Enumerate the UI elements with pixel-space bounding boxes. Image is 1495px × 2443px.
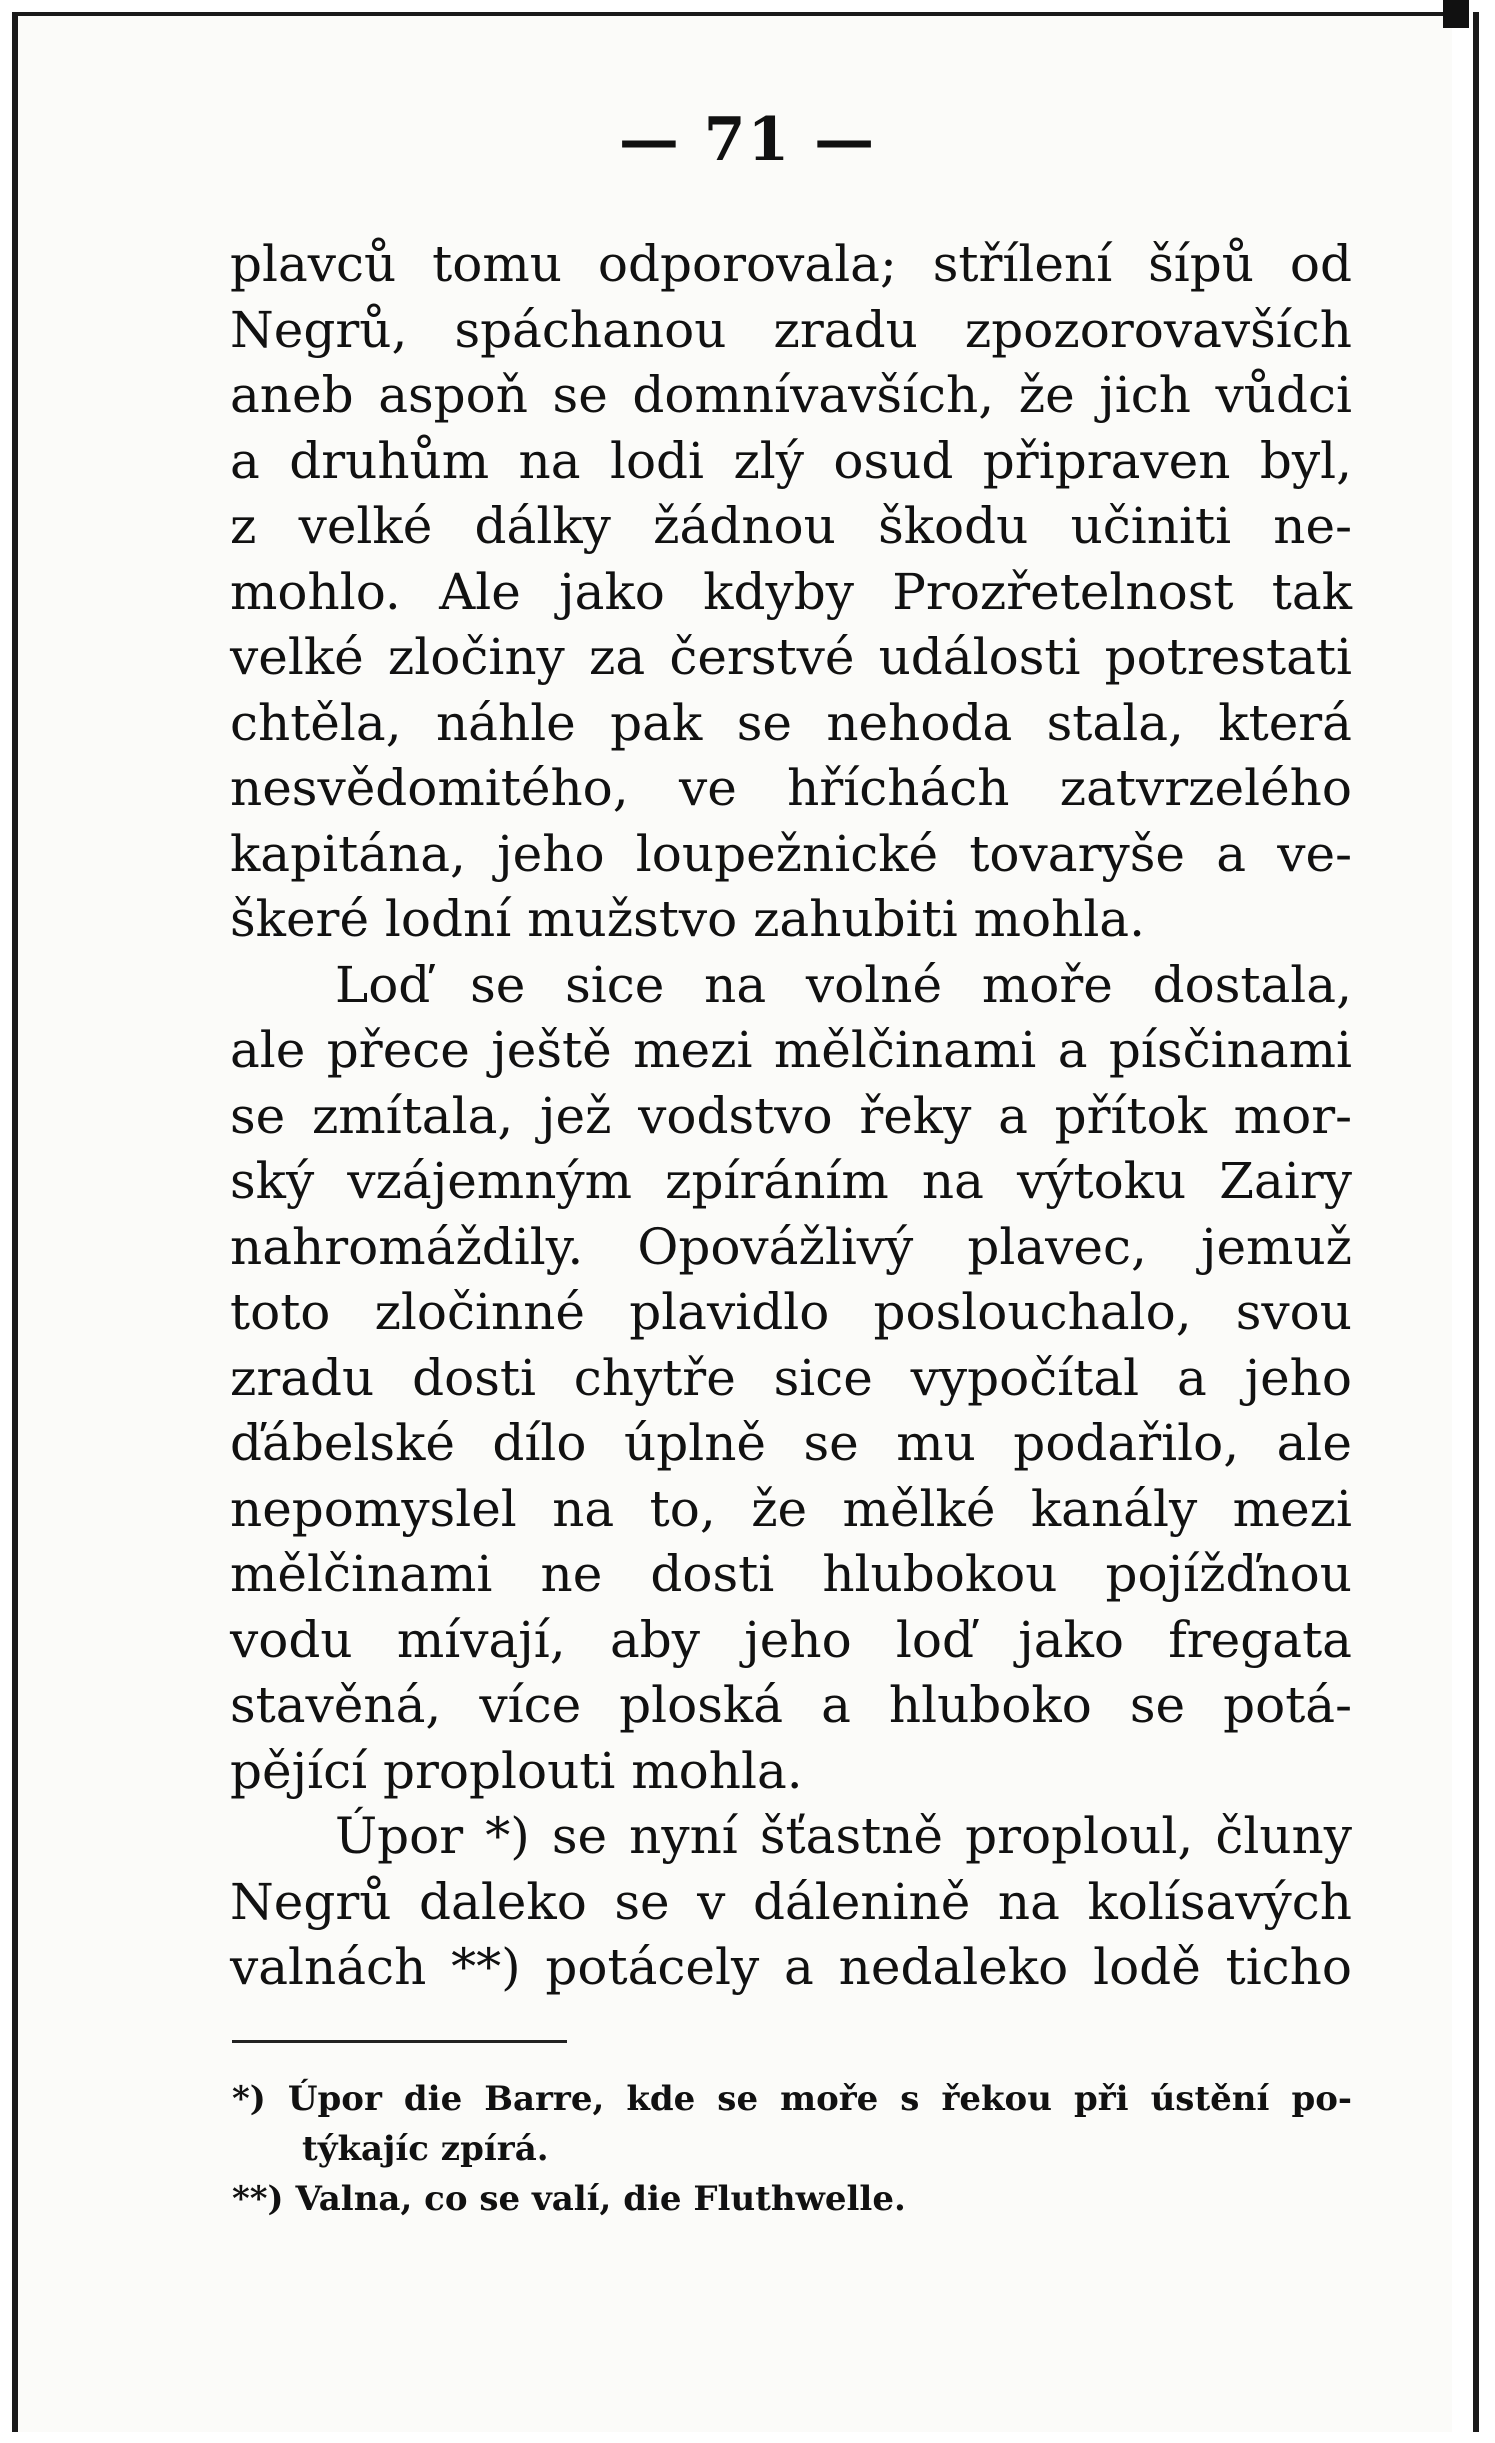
text-line: mohlo. Ale jako kdyby Prozřetelnost tak (230, 562, 1352, 621)
text-line: se zmítala, jež vodstvo řeky a přítok mor- (230, 1086, 1352, 1145)
text-line: ďábelské dílo úplně se mu podařilo, ale (230, 1414, 1352, 1472)
text-line: ský vzájemným zpíráním na výtoku Zairy (230, 1152, 1352, 1210)
text-line: Úpor *) se nyní šťastně proploul, čluny (335, 1807, 1352, 1865)
text-line: aneb aspoň se domnívavších, že jich vůdci (230, 366, 1352, 424)
text-line: nesvědomitého, ve hříchách zatvrzelého (230, 759, 1352, 817)
text-line: Loď se sice na volné moře dostala, (335, 955, 1352, 1014)
text-line: chtěla, náhle pak se nehoda stala, která (230, 693, 1352, 752)
text-line: toto zločinné plavidlo poslouchalo, svou (230, 1283, 1352, 1341)
text-line: škeré lodní mužstvo zahubiti mohla. (230, 890, 1146, 948)
footnote-separator (232, 2040, 567, 2043)
footnote-line: týkajíc zpírá. (302, 2129, 549, 2169)
page-edge-rule (1473, 12, 1479, 2432)
text-line: mělčinami ne dosti hlubokou pojížďnou (230, 1545, 1352, 1603)
text-line: Negrů daleko se v dálenině na kolísavých (230, 1872, 1352, 1931)
body-text (230, 232, 1352, 2001)
text-line: nahromáždily. Opovážlivý plavec, jemuž (230, 1217, 1352, 1276)
footnote-line: *) Úpor die Barre, kde se moře s řekou při ústění po- (232, 2079, 1352, 2119)
text-line: velké zločiny za čerstvé události potrestati (230, 628, 1352, 686)
scan-corner-mark (1443, 0, 1469, 28)
footnotes (232, 2074, 1352, 2224)
text-line: ale přece ještě mezi mělčinami a písčinami (230, 1021, 1352, 1079)
text-line: stavěná, více ploská a hluboko se potá- (230, 1676, 1352, 1734)
text-line: Negrů, spáchanou zradu zpozorovavších (230, 300, 1352, 359)
text-line: a druhům na lodi zlý osud připraven byl, (230, 431, 1352, 490)
text-line: zradu dosti chytře sice vypočítal a jeho (230, 1348, 1352, 1407)
text-line: valnách **) potácely a nedaleko lodě ticho (230, 1938, 1352, 1996)
page-number: — 71 — (618, 105, 877, 175)
footnote-line: **) Valna, co se valí, die Fluthwelle. (232, 2179, 906, 2219)
text-line: pějící proplouti mohla. (230, 1741, 803, 1800)
text-line: z velké dálky žádnou škodu učiniti ne- (230, 497, 1352, 555)
text-line: nepomyslel na to, že mělké kanály mezi (230, 1479, 1352, 1538)
text-line: vodu mívají, aby jeho loď jako fregata (230, 1610, 1352, 1669)
text-line: plavců tomu odporovala; střílení šípů od (230, 235, 1352, 293)
text-line: kapitána, jeho loupežnické tovaryše a ve- (230, 824, 1352, 883)
